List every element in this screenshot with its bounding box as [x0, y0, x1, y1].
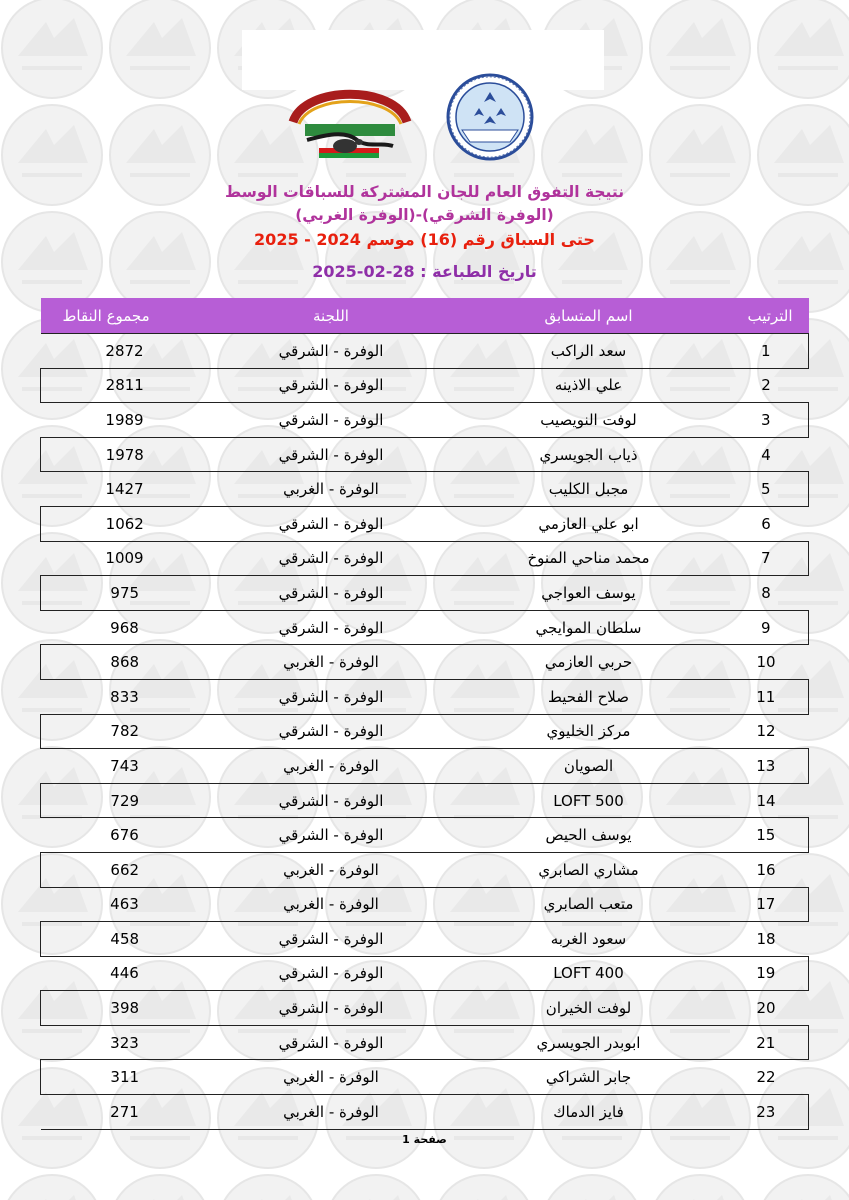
committee-cell: الوفرة - الشرقي	[209, 334, 454, 369]
competitor-name-cell: لوفت الخيران	[454, 991, 724, 1026]
committee-cell: الوفرة - الشرقي	[209, 1025, 454, 1060]
table-row	[41, 991, 809, 1026]
competitor-name-cell: يوسف العواجي	[454, 576, 724, 611]
points-cell: 1989	[41, 403, 209, 438]
committee-cell: الوفرة - الغربي	[209, 852, 454, 887]
points-cell: 311	[41, 1060, 209, 1095]
competitor-name-cell: صلاح الفحيط	[454, 679, 724, 714]
column-header-points: مجموع النقاط	[41, 298, 209, 334]
points-cell: 782	[41, 714, 209, 749]
watermark-seal	[758, 1175, 849, 1200]
table-row	[41, 645, 809, 680]
table-row	[41, 922, 809, 957]
table-header-row	[41, 298, 809, 334]
competitor-name-cell: مجبل الكليب	[454, 472, 724, 507]
table-row	[41, 403, 809, 438]
points-cell: 729	[41, 783, 209, 818]
watermark-seal	[434, 1175, 534, 1200]
competitor-name-cell: فايز الدماك	[454, 1095, 724, 1130]
watermark-seal	[326, 1175, 426, 1200]
points-cell: 2872	[41, 334, 209, 369]
points-cell: 271	[41, 1095, 209, 1130]
competitor-name-cell: محمد مناحي المنوخ	[454, 541, 724, 576]
competitor-name-cell: ابو علي العازمي	[454, 506, 724, 541]
points-cell: 463	[41, 887, 209, 922]
table-row	[41, 749, 809, 784]
points-cell: 2811	[41, 368, 209, 403]
column-header-name: اسم المتسابق	[454, 298, 724, 334]
rank-cell: 3	[724, 403, 809, 438]
rank-cell: 16	[724, 852, 809, 887]
rank-cell: 4	[724, 437, 809, 472]
watermark-seal	[758, 0, 849, 98]
watermark-seal	[650, 0, 750, 98]
report-title: نتيجة التفوق العام للجان المشتركة للسباقات الوسط	[224, 183, 625, 201]
committee-cell: الوفرة - الشرقي	[209, 506, 454, 541]
rank-cell: 13	[724, 749, 809, 784]
points-cell: 323	[41, 1025, 209, 1060]
points-cell: 458	[41, 922, 209, 957]
table-row	[41, 368, 809, 403]
points-cell: 1427	[41, 472, 209, 507]
committee-cell: الوفرة - الشرقي	[209, 541, 454, 576]
print-date: تاريخ الطباعة : 28-02-2025	[312, 262, 537, 281]
committee-cell: الوفرة - الغربي	[209, 749, 454, 784]
rank-cell: 8	[724, 576, 809, 611]
committees-subtitle: (الوفرة الشرقي)-(الوفرة الغربي)	[295, 206, 554, 224]
rank-cell: 15	[724, 818, 809, 853]
kuwait-racing-pigeon-club-logo	[285, 80, 415, 165]
competitor-name-cell: مركز الخليوي	[454, 714, 724, 749]
rank-cell: 21	[724, 1025, 809, 1060]
rank-cell: 12	[724, 714, 809, 749]
watermark-seal	[542, 1175, 642, 1200]
points-cell: 446	[41, 956, 209, 991]
competitor-name-cell: ذياب الجويسري	[454, 437, 724, 472]
committee-cell: الوفرة - الشرقي	[209, 679, 454, 714]
committee-cell: الوفرة - الشرقي	[209, 818, 454, 853]
rank-cell: 20	[724, 991, 809, 1026]
competitor-name-cell: جابر الشراكي	[454, 1060, 724, 1095]
table-row	[41, 610, 809, 645]
points-cell: 975	[41, 576, 209, 611]
rank-cell: 9	[724, 610, 809, 645]
table-row	[41, 1095, 809, 1130]
competitor-name-cell: لوفت النويصيب	[454, 403, 724, 438]
competitor-name-cell: يوسف الحيص	[454, 818, 724, 853]
committee-cell: الوفرة - الشرقي	[209, 956, 454, 991]
watermark-seal	[2, 0, 102, 98]
table-row	[41, 956, 809, 991]
table-row	[41, 472, 809, 507]
points-cell: 968	[41, 610, 209, 645]
page-number: صفحة 1	[402, 1133, 447, 1146]
results-table	[40, 298, 809, 1130]
rank-cell: 19	[724, 956, 809, 991]
competitor-name-cell: مشاري الصابري	[454, 852, 724, 887]
rank-cell: 6	[724, 506, 809, 541]
competitor-name-cell: سعود الغربه	[454, 922, 724, 957]
points-cell: 743	[41, 749, 209, 784]
committee-cell: الوفرة - الشرقي	[209, 991, 454, 1026]
competitor-name-cell: علي الاذينه	[454, 368, 724, 403]
competitor-name-cell: متعب الصابري	[454, 887, 724, 922]
table-row	[41, 818, 809, 853]
points-cell: 1009	[41, 541, 209, 576]
table-row	[41, 852, 809, 887]
table-row	[41, 1025, 809, 1060]
rank-cell: 17	[724, 887, 809, 922]
table-row	[41, 334, 809, 369]
committee-cell: الوفرة - الغربي	[209, 887, 454, 922]
points-cell: 398	[41, 991, 209, 1026]
column-header-rank: الترتيب	[724, 298, 809, 334]
committee-cell: الوفرة - الشرقي	[209, 783, 454, 818]
watermark-seal	[2, 1175, 102, 1200]
pigeons-birds-society-seal	[440, 72, 540, 162]
rank-cell: 23	[724, 1095, 809, 1130]
points-cell: 1062	[41, 506, 209, 541]
column-header-committee: اللجنة	[209, 298, 454, 334]
committee-cell: الوفرة - الشرقي	[209, 922, 454, 957]
rank-cell: 11	[724, 679, 809, 714]
points-cell: 868	[41, 645, 209, 680]
points-cell: 833	[41, 679, 209, 714]
competitor-name-cell: حربي العازمي	[454, 645, 724, 680]
table-row	[41, 576, 809, 611]
points-cell: 676	[41, 818, 209, 853]
points-cell: 662	[41, 852, 209, 887]
table-row	[41, 541, 809, 576]
competitor-name-cell: LOFT 400	[454, 956, 724, 991]
watermark-seal	[650, 1175, 750, 1200]
rank-cell: 18	[724, 922, 809, 957]
committee-cell: الوفرة - الغربي	[209, 645, 454, 680]
committee-cell: الوفرة - الشرقي	[209, 610, 454, 645]
committee-cell: الوفرة - الغربي	[209, 1060, 454, 1095]
committee-cell: الوفرة - الغربي	[209, 472, 454, 507]
table-row	[41, 437, 809, 472]
committee-cell: الوفرة - الشرقي	[209, 714, 454, 749]
committee-cell: الوفرة - الشرقي	[209, 368, 454, 403]
race-season-line: حتى السباق رقم (16) موسم 2024 - 2025	[254, 230, 595, 249]
watermark-seal	[110, 1175, 210, 1200]
rank-cell: 2	[724, 368, 809, 403]
committee-cell: الوفرة - الشرقي	[209, 576, 454, 611]
table-row	[41, 887, 809, 922]
committee-cell: الوفرة - الشرقي	[209, 403, 454, 438]
rank-cell: 7	[724, 541, 809, 576]
rank-cell: 14	[724, 783, 809, 818]
rank-cell: 10	[724, 645, 809, 680]
points-cell: 1978	[41, 437, 209, 472]
table-row	[41, 1060, 809, 1095]
competitor-name-cell: LOFT 500	[454, 783, 724, 818]
competitor-name-cell: ابوبدر الجويسري	[454, 1025, 724, 1060]
table-row	[41, 714, 809, 749]
table-row	[41, 679, 809, 714]
watermark-seal	[110, 0, 210, 98]
competitor-name-cell: سلطان الموايجي	[454, 610, 724, 645]
committee-cell: الوفرة - الشرقي	[209, 437, 454, 472]
rank-cell: 5	[724, 472, 809, 507]
committee-cell: الوفرة - الغربي	[209, 1095, 454, 1130]
competitor-name-cell: سعد الراكب	[454, 334, 724, 369]
watermark-seal	[218, 1175, 318, 1200]
table-row	[41, 506, 809, 541]
rank-cell: 22	[724, 1060, 809, 1095]
competitor-name-cell: الصويان	[454, 749, 724, 784]
rank-cell: 1	[724, 334, 809, 369]
table-row	[41, 783, 809, 818]
